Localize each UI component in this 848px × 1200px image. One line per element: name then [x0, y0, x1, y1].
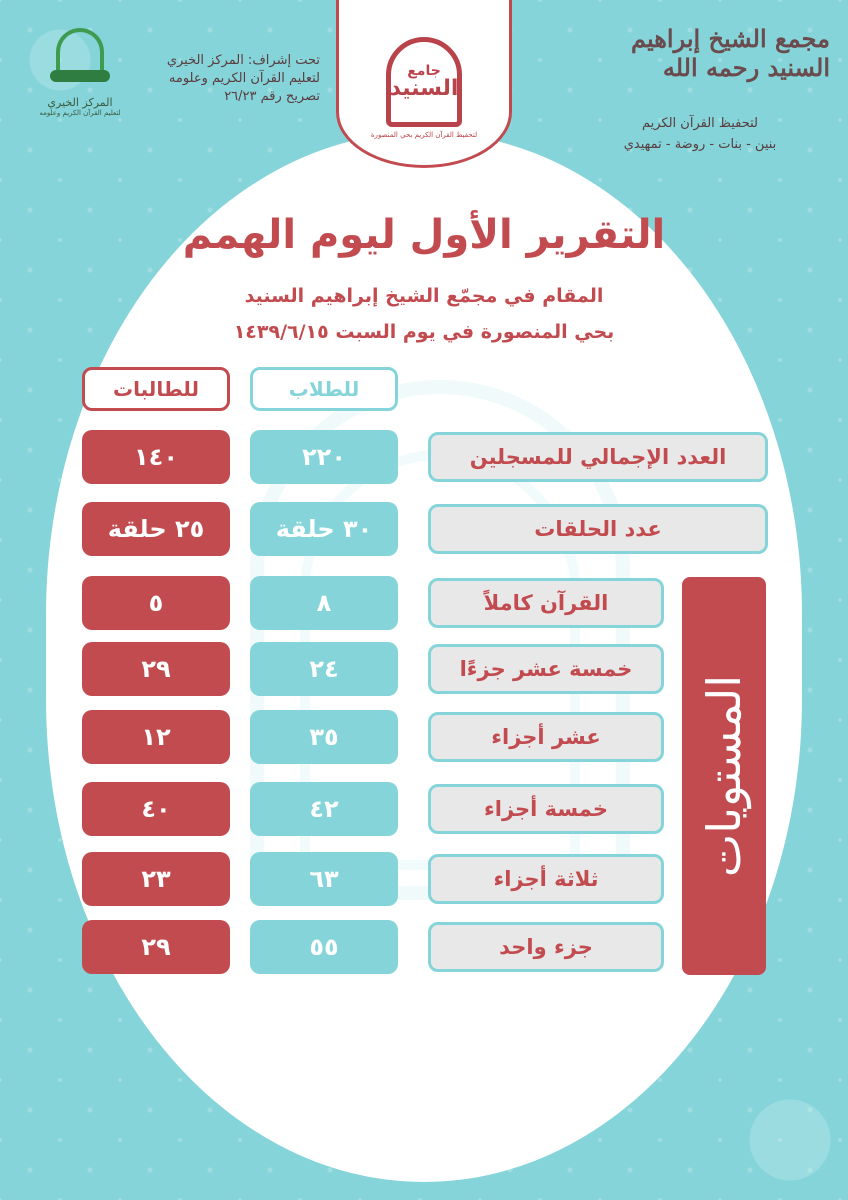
- male-value: ٢٢٠: [250, 430, 398, 484]
- female-value: ٥: [82, 576, 230, 630]
- permit-number: تصريح رقم ٢٦/٢٣: [224, 89, 320, 104]
- right-header: [570, 24, 830, 152]
- male-value: ٥٥: [250, 920, 398, 974]
- column-header-female: للطالبات: [82, 367, 230, 411]
- row-label: جزء واحد: [428, 922, 664, 972]
- female-value: ٢٣: [82, 852, 230, 906]
- male-value: ٤٢: [250, 782, 398, 836]
- tent-logo-icon: [50, 26, 110, 86]
- male-value: ٢٤: [250, 642, 398, 696]
- male-value: ٨: [250, 576, 398, 630]
- row-label: القرآن كاملاً: [428, 578, 664, 628]
- charity-center-logo: [30, 26, 130, 146]
- row-label: خمسة عشر جزءًا: [428, 644, 664, 694]
- column-header-male: للطلاب: [250, 367, 398, 411]
- report-title: التقرير الأول ليوم الهمم: [182, 212, 666, 258]
- report-date: بحي المنصورة في يوم السبت ١٤٣٩/٦/١٥: [233, 321, 615, 343]
- organization-name: مجمع الشيخ إبراهيم السنيد رحمه الله: [631, 24, 830, 82]
- logo-caption-sub: لتعليم القرآن الكريم وعلومه: [39, 109, 121, 117]
- emblem-name-line2: السنيد: [389, 75, 459, 101]
- emblem-name-line1: جامع: [407, 62, 441, 79]
- report-venue: المقام في مجمّع الشيخ إبراهيم السنيد: [244, 285, 604, 307]
- levels-group-label: [682, 577, 766, 975]
- supervision-text: [140, 52, 320, 106]
- row-label: خمسة أجزاء: [428, 784, 664, 834]
- logo-caption-main: المركز الخيري: [47, 96, 113, 109]
- mosque-arch-icon: [386, 37, 462, 127]
- supervision-line1: تحت إشراف: المركز الخيري: [166, 53, 320, 68]
- female-value: ٢٥ حلقة: [82, 502, 230, 556]
- female-value: ٢٩: [82, 642, 230, 696]
- female-value: ٤٠: [82, 782, 230, 836]
- female-value: ١٢: [82, 710, 230, 764]
- center-emblem: [336, 0, 512, 168]
- emblem-caption: لتحفيظ القرآن الكريم بحي المنصورة: [370, 130, 478, 139]
- male-value: ٣٥: [250, 710, 398, 764]
- organization-sections: بنين - بنات - روضة - تمهيدي: [623, 137, 777, 152]
- row-label: ثلاثة أجزاء: [428, 854, 664, 904]
- supervision-line2: لتعليم القرآن الكريم وعلومه: [168, 71, 320, 86]
- female-value: ٢٩: [82, 920, 230, 974]
- male-value: ٣٠ حلقة: [250, 502, 398, 556]
- female-value: ١٤٠: [82, 430, 230, 484]
- row-label: عشر أجزاء: [428, 712, 664, 762]
- male-value: ٦٣: [250, 852, 398, 906]
- table-row-circles: [0, 502, 848, 558]
- row-label: عدد الحلقات: [428, 504, 768, 554]
- table-row-total: [0, 430, 848, 486]
- organization-purpose: لتحفيظ القرآن الكريم: [641, 116, 759, 131]
- levels-label-text: المستويات: [697, 674, 752, 878]
- row-label: العدد الإجمالي للمسجلين: [428, 432, 768, 482]
